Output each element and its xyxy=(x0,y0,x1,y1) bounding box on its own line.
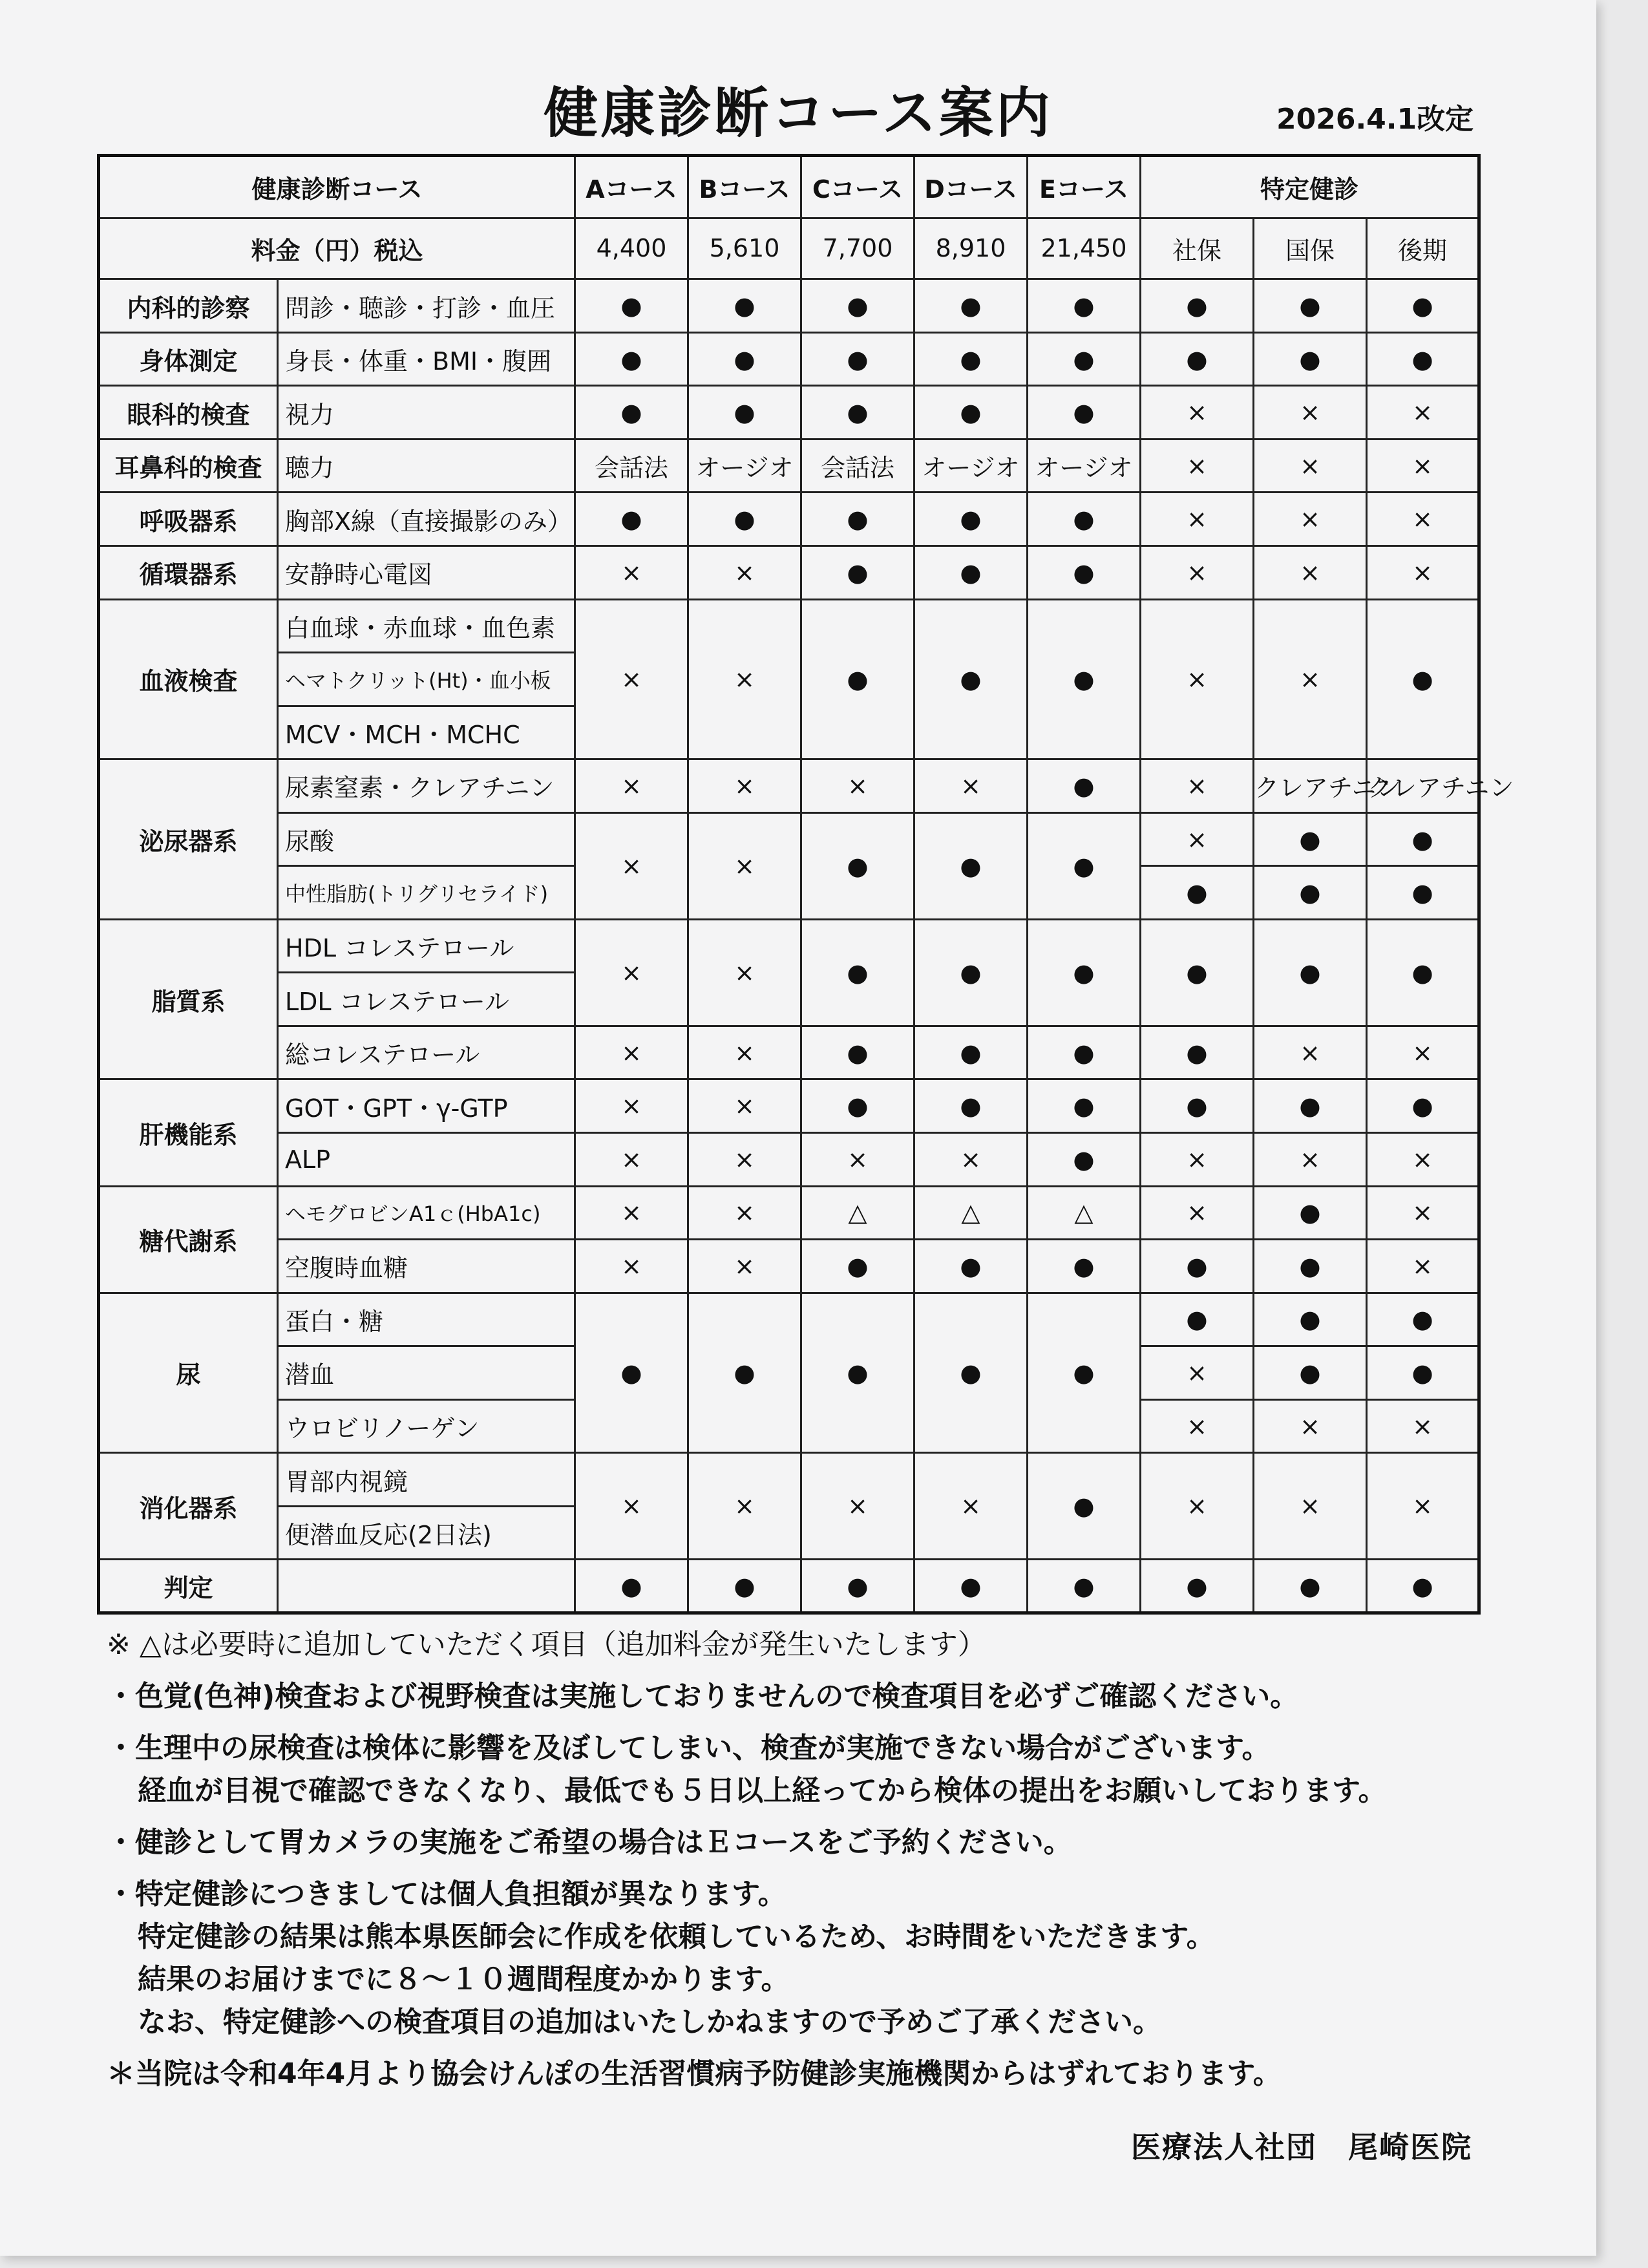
table-row xyxy=(99,759,1479,813)
category-label: 耳鼻科的検査 xyxy=(99,439,278,493)
table-cell: × xyxy=(1367,386,1479,440)
category-label: 内科的診察 xyxy=(99,279,278,333)
table-cell: ● xyxy=(1028,919,1141,1026)
empty-cell xyxy=(278,1560,575,1613)
course-b-header: Bコース xyxy=(688,156,801,218)
table-cell: ● xyxy=(575,1293,688,1453)
table-cell: × xyxy=(1141,1399,1254,1453)
table-cell: △ xyxy=(914,1186,1028,1240)
table-cell: ● xyxy=(1028,1453,1141,1560)
note-triangle: ※ △は必要時に追加していただく項目（追加料金が発生いたします） xyxy=(107,1628,986,1661)
table-cell: × xyxy=(688,1240,801,1293)
table-cell: ● xyxy=(914,493,1028,546)
tokutei-header: 特定健診 xyxy=(1141,156,1479,218)
table-cell: × xyxy=(688,759,801,813)
table-cell: × xyxy=(1254,1453,1367,1560)
table-cell: ● xyxy=(1028,1293,1141,1453)
table-cell: ● xyxy=(688,279,801,333)
table-cell: オージオ xyxy=(914,439,1028,493)
table-cell: ● xyxy=(1028,386,1141,440)
table-cell: ● xyxy=(688,1560,801,1613)
table-cell: ● xyxy=(1367,332,1479,386)
category-label: 尿 xyxy=(99,1293,278,1453)
table-cell: ● xyxy=(1254,1186,1367,1240)
table-cell: ● xyxy=(1028,1079,1141,1133)
table-cell: ● xyxy=(801,493,914,546)
table-cell: ● xyxy=(575,386,688,440)
table-row xyxy=(99,332,1479,386)
table-cell: × xyxy=(688,1026,801,1079)
item-label: 潜血 xyxy=(278,1346,575,1400)
table-cell: × xyxy=(801,1133,914,1187)
note-tokutei: ・特定健診につきましては個人負担額が異なります。 xyxy=(107,1878,787,1911)
table-row xyxy=(99,546,1479,600)
table-cell: × xyxy=(1367,1399,1479,1453)
course-c-header: Cコース xyxy=(801,156,914,218)
table-cell: × xyxy=(1367,546,1479,600)
table-cell: × xyxy=(1254,439,1367,493)
table-row xyxy=(99,1240,1479,1293)
price-b: 5,610 xyxy=(688,218,801,279)
table-cell: × xyxy=(575,1453,688,1560)
table-cell: × xyxy=(801,759,914,813)
table-cell: ● xyxy=(1367,1079,1479,1133)
table-cell: ● xyxy=(1028,1240,1141,1293)
table-cell: × xyxy=(914,1453,1028,1560)
course-e-header: Eコース xyxy=(1028,156,1141,218)
table-cell: ● xyxy=(1367,279,1479,333)
note-tokutei-additional: なお、特定健診への検査項目の追加はいたしかねますので予めご了承ください。 xyxy=(138,2006,1161,2039)
table-cell: × xyxy=(1141,1133,1254,1187)
table-cell: ● xyxy=(1028,1560,1141,1613)
table-cell: ● xyxy=(1141,1560,1254,1613)
table-cell: クレアチニン xyxy=(1254,759,1367,813)
table-cell: ● xyxy=(1141,279,1254,333)
table-cell: ● xyxy=(1028,332,1141,386)
table-cell: × xyxy=(914,759,1028,813)
item-label: 胃部内視鏡 xyxy=(278,1453,575,1507)
course-table xyxy=(97,154,1514,1615)
price-label: 料金（円）税込 xyxy=(99,218,575,279)
table-cell: ● xyxy=(1254,1560,1367,1613)
note-gastrocamera: ・健診として胃カメラの実施をご希望の場合はＥコースをご予約ください。 xyxy=(107,1826,1072,1859)
table-cell: ● xyxy=(1141,866,1254,920)
table-cell: × xyxy=(575,1079,688,1133)
table-cell: ● xyxy=(1254,1079,1367,1133)
table-cell: × xyxy=(914,1133,1028,1187)
page-title: 健康診断コース案内 xyxy=(544,81,1053,145)
table-row xyxy=(99,1133,1479,1187)
note-menstruation-detail: 経血が目視で確認できなくなり、最低でも５日以上経ってから検体の提出をお願いしております。 xyxy=(138,1774,1387,1807)
table-cell: △ xyxy=(801,1186,914,1240)
table-cell: ● xyxy=(1254,1240,1367,1293)
table-cell: ● xyxy=(1028,812,1141,919)
item-label: ウロビリノーゲン xyxy=(278,1399,575,1453)
table-cell: ● xyxy=(575,332,688,386)
table-cell: × xyxy=(1141,1453,1254,1560)
item-label: 安静時心電図 xyxy=(278,546,575,600)
table-cell: ● xyxy=(914,1560,1028,1613)
table-cell: ● xyxy=(801,1240,914,1293)
note-kyokai-kenpo: ＊当院は令和4年4月より協会けんぽの生活習慣病予防健診実施機関からはずれております。 xyxy=(107,2057,1282,2090)
table-cell: ● xyxy=(914,599,1028,759)
table-cell: ● xyxy=(1254,812,1367,866)
judge-row xyxy=(99,1560,1479,1613)
table-cell: × xyxy=(1254,493,1367,546)
table-cell: 会話法 xyxy=(801,439,914,493)
table-cell: オージオ xyxy=(1028,439,1141,493)
clinic-name: 医療法人社団 尾崎医院 xyxy=(1131,2130,1472,2165)
item-label: 胸部X線（直接撮影のみ） xyxy=(278,493,575,546)
table-cell: ● xyxy=(914,386,1028,440)
table-cell: × xyxy=(1254,546,1367,600)
price-c: 7,700 xyxy=(801,218,914,279)
table-cell: ● xyxy=(575,493,688,546)
table-cell: ● xyxy=(1141,332,1254,386)
note-color-vision: ・色覚(色神)検査および視野検査は実施しておりませんので検査項目を必ずご確認ください。 xyxy=(107,1680,1299,1713)
table-cell: × xyxy=(801,1453,914,1560)
table-cell: × xyxy=(1367,439,1479,493)
item-label: 中性脂肪(トリグリセライド) xyxy=(278,866,575,920)
table-cell: × xyxy=(1141,812,1254,866)
table-cell: 会話法 xyxy=(575,439,688,493)
table-cell: ● xyxy=(1367,1560,1479,1613)
table-cell: × xyxy=(575,1026,688,1079)
table-cell: × xyxy=(1254,599,1367,759)
item-label: LDL コレステロール xyxy=(278,973,575,1026)
table-cell: ● xyxy=(1367,812,1479,866)
table-cell: × xyxy=(575,919,688,1026)
table-cell: × xyxy=(575,546,688,600)
table-cell: ● xyxy=(1141,919,1254,1026)
table-cell: × xyxy=(688,1133,801,1187)
table-cell: × xyxy=(575,599,688,759)
category-label: 消化器系 xyxy=(99,1453,278,1560)
item-label: 身長・体重・BMI・腹囲 xyxy=(278,332,575,386)
price-e: 21,450 xyxy=(1028,218,1141,279)
category-label: 脂質系 xyxy=(99,919,278,1079)
table-row xyxy=(99,493,1479,546)
table-cell: ● xyxy=(914,919,1028,1026)
table-cell: × xyxy=(688,1186,801,1240)
table-row xyxy=(99,919,1479,973)
table-cell: ● xyxy=(801,1079,914,1133)
table-cell: × xyxy=(688,919,801,1026)
table-cell: ● xyxy=(801,812,914,919)
item-label: ヘマトクリット(Ht)・血小板 xyxy=(278,653,575,706)
table-cell: ● xyxy=(1254,866,1367,920)
table-cell: ● xyxy=(1141,1293,1254,1346)
table-cell: ● xyxy=(801,1560,914,1613)
table-cell: × xyxy=(1141,759,1254,813)
table-cell: ● xyxy=(801,1026,914,1079)
note-tokutei-result: 特定健診の結果は熊本県医師会に作成を依頼しているため、お時間をいただきます。 xyxy=(138,1920,1215,1953)
note-tokutei-delivery: 結果のお届けまでに８～１０週間程度かかります。 xyxy=(138,1963,790,1996)
table-cell: ● xyxy=(1028,546,1141,600)
price-row xyxy=(99,218,1479,279)
table-row xyxy=(99,1293,1479,1346)
table-cell: ● xyxy=(575,1560,688,1613)
table-cell: × xyxy=(1254,1026,1367,1079)
table-cell: ● xyxy=(914,1026,1028,1079)
table-cell: ● xyxy=(1367,599,1479,759)
item-label: 尿酸 xyxy=(278,812,575,866)
table-cell: ● xyxy=(1254,919,1367,1026)
item-label: ヘモグロビンA1ｃ(HbA1c) xyxy=(278,1186,575,1240)
course-d-header: Dコース xyxy=(914,156,1028,218)
table-row xyxy=(99,386,1479,440)
table-row xyxy=(99,1186,1479,1240)
price-a: 4,400 xyxy=(575,218,688,279)
item-label: 白血球・赤血球・血色素 xyxy=(278,599,575,653)
table-cell: ● xyxy=(801,332,914,386)
table-cell: ● xyxy=(1254,332,1367,386)
table-cell: ● xyxy=(914,546,1028,600)
table-cell: ● xyxy=(1367,1346,1479,1400)
item-label: 問診・聴診・打診・血圧 xyxy=(278,279,575,333)
category-label: 泌尿器系 xyxy=(99,759,278,920)
table-cell: ● xyxy=(1028,759,1141,813)
table-cell: ● xyxy=(1028,1133,1141,1187)
tokutei-shaho: 社保 xyxy=(1141,218,1254,279)
table-cell: ● xyxy=(1028,1026,1141,1079)
table-row xyxy=(99,279,1479,333)
table-cell: ● xyxy=(688,493,801,546)
table-cell: × xyxy=(1141,1186,1254,1240)
table-row xyxy=(99,439,1479,493)
table-cell: △ xyxy=(1028,1186,1141,1240)
table-cell: × xyxy=(688,599,801,759)
table-cell: × xyxy=(1367,1186,1479,1240)
table-cell: × xyxy=(575,812,688,919)
course-a-header: Aコース xyxy=(575,156,688,218)
table-cell: ● xyxy=(688,332,801,386)
item-label: 総コレステロール xyxy=(278,1026,575,1079)
table-cell: ● xyxy=(801,386,914,440)
category-label: 眼科的検査 xyxy=(99,386,278,440)
table-cell: × xyxy=(1367,1133,1479,1187)
table-cell: ● xyxy=(914,279,1028,333)
table-cell: ● xyxy=(1367,866,1479,920)
table-row xyxy=(99,1453,1479,1507)
table-cell: × xyxy=(688,1453,801,1560)
table-cell: × xyxy=(1254,1133,1367,1187)
item-label: 尿素窒素・クレアチニン xyxy=(278,759,575,813)
item-label: 聴力 xyxy=(278,439,575,493)
item-label: 蛋白・糖 xyxy=(278,1293,575,1346)
category-label: 判定 xyxy=(99,1560,278,1613)
price-d: 8,910 xyxy=(914,218,1028,279)
table-cell: ● xyxy=(1028,599,1141,759)
category-label: 肝機能系 xyxy=(99,1079,278,1186)
category-label: 循環器系 xyxy=(99,546,278,600)
table-cell: × xyxy=(1367,1026,1479,1079)
note-menstruation: ・生理中の尿検査は検体に影響を及ぼしてしまい、検査が実施できない場合がございます。 xyxy=(107,1732,1271,1765)
table-cell: × xyxy=(1367,1453,1479,1560)
table-cell: × xyxy=(1367,1240,1479,1293)
table-cell: ● xyxy=(575,279,688,333)
table-cell: × xyxy=(1141,439,1254,493)
table-cell: × xyxy=(688,1079,801,1133)
table-row xyxy=(99,1079,1479,1133)
table-cell: × xyxy=(575,759,688,813)
table-row xyxy=(99,1026,1479,1079)
item-label: ALP xyxy=(278,1133,575,1187)
item-label: MCV・MCH・MCHC xyxy=(278,706,575,759)
corner-label: 健康診断コース xyxy=(99,156,575,218)
revision-date: 2026.4.1改定 xyxy=(1276,103,1474,136)
table-cell: ● xyxy=(801,919,914,1026)
table-cell: オージオ xyxy=(688,439,801,493)
table-cell: ● xyxy=(1141,1240,1254,1293)
table-row xyxy=(99,812,1479,866)
item-label: 空腹時血糖 xyxy=(278,1240,575,1293)
item-label: 便潜血反応(2日法) xyxy=(278,1506,575,1560)
table-cell: ● xyxy=(1367,919,1479,1026)
tokutei-kokuho: 国保 xyxy=(1254,218,1367,279)
table-row xyxy=(99,599,1479,653)
table-cell: ● xyxy=(1254,1293,1367,1346)
table-cell: ● xyxy=(801,279,914,333)
table-cell: ● xyxy=(688,1293,801,1453)
table-cell: ● xyxy=(801,546,914,600)
table-cell: × xyxy=(575,1186,688,1240)
table-cell: × xyxy=(1141,493,1254,546)
table-cell: ● xyxy=(1141,1079,1254,1133)
table-cell: × xyxy=(575,1133,688,1187)
table-cell: ● xyxy=(801,599,914,759)
table-cell: ● xyxy=(1367,1293,1479,1346)
table-cell: × xyxy=(1254,1399,1367,1453)
table-cell: ● xyxy=(914,1240,1028,1293)
table-cell: ● xyxy=(1028,279,1141,333)
category-label: 血液検査 xyxy=(99,599,278,759)
table-cell: × xyxy=(1141,546,1254,600)
table-cell: × xyxy=(575,1240,688,1293)
table-cell: ● xyxy=(688,386,801,440)
notes-section xyxy=(107,1624,1554,2095)
table-cell: × xyxy=(1141,599,1254,759)
item-label: 視力 xyxy=(278,386,575,440)
table-cell: × xyxy=(688,812,801,919)
item-label: HDL コレステロール xyxy=(278,919,575,973)
table-cell: ● xyxy=(914,332,1028,386)
category-label: 糖代謝系 xyxy=(99,1186,278,1293)
table-cell: × xyxy=(688,546,801,600)
header-row xyxy=(99,156,1479,218)
table-cell: ● xyxy=(1254,1346,1367,1400)
tokutei-kouki: 後期 xyxy=(1367,218,1479,279)
table-cell: クレアチニン xyxy=(1367,759,1479,813)
table-cell: × xyxy=(1141,1346,1254,1400)
table-cell: ● xyxy=(1254,279,1367,333)
item-label: GOT・GPT・γ-GTP xyxy=(278,1079,575,1133)
category-label: 呼吸器系 xyxy=(99,493,278,546)
table-cell: × xyxy=(1254,386,1367,440)
table-cell: ● xyxy=(1141,1026,1254,1079)
category-label: 身体測定 xyxy=(99,332,278,386)
table-cell: × xyxy=(1141,386,1254,440)
table-cell: ● xyxy=(914,812,1028,919)
table-cell: ● xyxy=(914,1079,1028,1133)
table-cell: ● xyxy=(1028,493,1141,546)
table-cell: × xyxy=(1367,493,1479,546)
table-cell: ● xyxy=(914,1293,1028,1453)
table-cell: ● xyxy=(801,1293,914,1453)
